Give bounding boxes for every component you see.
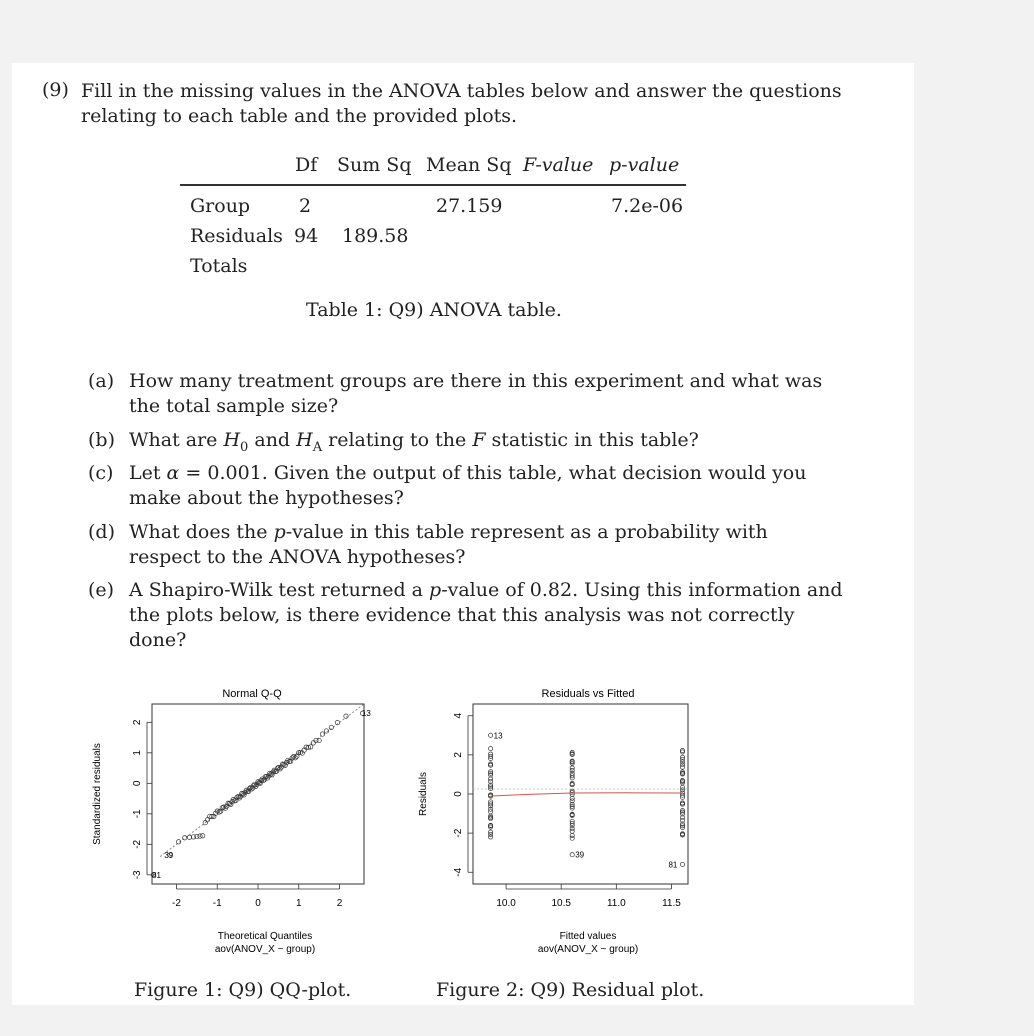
row-label-residuals: Residuals	[190, 225, 283, 247]
resid-outlier-point	[489, 733, 493, 737]
qq-point-label: 81	[152, 870, 162, 880]
qq-point	[317, 738, 321, 742]
qq-x-label: Theoretical Quantiles	[217, 931, 313, 942]
resid-y-tick-label: 2	[453, 752, 464, 758]
header-mean-sq: Mean Sq	[426, 154, 512, 176]
resid-point	[489, 810, 493, 814]
resid-sublabel: aov(ANOV_X ~ group)	[537, 944, 639, 955]
qq-point	[344, 714, 348, 718]
qq-point-label: 13	[361, 709, 371, 719]
qq-plot	[78, 680, 398, 960]
qq-x-tick-label: 0	[255, 898, 261, 909]
qq-point	[283, 763, 287, 767]
residual-plot	[398, 680, 718, 960]
resid-point	[680, 788, 684, 792]
header-df: Df	[295, 154, 318, 176]
qq-sublabel: aov(ANOV_X ~ group)	[214, 944, 316, 955]
resid-outlier-point	[680, 862, 684, 866]
resid-y-tick-label: -4	[453, 867, 464, 877]
row-label-totals: Totals	[190, 255, 248, 277]
resid-x-tick-label: 11.5	[662, 898, 681, 909]
resid-point-label: 13	[493, 731, 503, 741]
qq-x-tick-label: -2	[172, 898, 181, 909]
item-label-c: (c)	[88, 462, 114, 484]
qq-x-axis	[172, 884, 343, 909]
qq-point-label: 39	[164, 851, 174, 861]
question-item-a	[88, 369, 858, 419]
cell-group-df: 2	[299, 195, 312, 217]
qq-point	[183, 836, 187, 840]
cell-residuals-sum-sq: 189.58	[342, 225, 409, 247]
figure2-caption: Figure 2: Q9) Residual plot.	[436, 979, 705, 1001]
resid-point	[570, 833, 574, 837]
resid-point-label: 39	[575, 850, 585, 860]
item-label-a: (a)	[88, 370, 115, 392]
qq-y-tick-label: -1	[132, 809, 143, 819]
qq-point	[201, 834, 205, 838]
header-f-value: F-value	[523, 154, 594, 176]
cell-group-mean-sq: 27.159	[436, 195, 503, 217]
qq-plot-box	[152, 704, 364, 884]
resid-smooth-line	[491, 793, 683, 796]
question-item-e	[88, 578, 858, 651]
qq-point	[229, 802, 233, 806]
qq-x-tick-label: 1	[295, 898, 302, 909]
resid-outlier-point	[570, 853, 574, 857]
row-label-group: Group	[190, 195, 251, 217]
question-number: (9)	[42, 79, 69, 101]
exam-page	[12, 63, 914, 1005]
qq-title: Normal Q-Q	[222, 688, 282, 700]
item-label-d: (d)	[88, 521, 115, 543]
item-label-e: (e)	[88, 579, 115, 601]
figure1-caption: Figure 1: Q9) QQ-plot.	[134, 979, 352, 1001]
question-item-c	[88, 461, 858, 511]
qq-y-tick-label: 1	[132, 750, 143, 756]
resid-x-tick-label: 10.0	[496, 898, 516, 909]
header-sum-sq: Sum Sq	[337, 154, 412, 176]
resid-y-tick-label: 0	[453, 791, 464, 797]
qq-x-tick-label: -1	[212, 898, 222, 909]
table-caption: Table 1: Q9) ANOVA table.	[306, 299, 562, 321]
qq-x-tick-label: 2	[336, 898, 343, 909]
resid-point-label: 81	[668, 860, 678, 870]
qq-y-axis	[132, 719, 152, 879]
resid-x-label: Fitted values	[559, 931, 617, 942]
cell-residuals-df: 94	[294, 225, 319, 247]
resid-point	[489, 747, 493, 751]
question-item-d	[88, 520, 858, 570]
item-text-e: A Shapiro-Wilk test returned a p-value of 0.82. Using this information and the plots below, is there evidence that this analysis was not correctly done?	[129, 579, 843, 651]
resid-title: Residuals vs Fitted	[541, 688, 635, 700]
resid-points	[489, 733, 685, 866]
resid-y-axis	[453, 713, 473, 877]
cell-group-p-value: 7.2e-06	[611, 195, 684, 217]
resid-y-tick-label: 4	[453, 712, 464, 719]
qq-y-tick-label: -2	[132, 839, 143, 849]
qq-points	[151, 711, 365, 877]
resid-point	[570, 829, 574, 833]
header-p-value: p-value	[609, 154, 680, 176]
item-text-a: How many treatment groups are there in this experiment and what was the total sample size?	[129, 370, 823, 417]
resid-y-label: Residuals	[418, 772, 429, 816]
qq-y-tick-label: -3	[132, 870, 143, 880]
item-label-b: (b)	[88, 429, 115, 451]
qq-y-tick-label: 2	[132, 719, 143, 726]
qq-y-label: Standardized residuals	[92, 743, 103, 845]
question-item-b	[88, 428, 858, 453]
resid-y-tick-label: -2	[453, 828, 464, 838]
item-text-c: Let α = 0.001. Given the output of this table, what decision would you make about the hypotheses?	[129, 462, 807, 509]
qq-y-tick-label: 0	[132, 780, 143, 787]
item-text-b: What are $H_0$ and $H_A$ relating to the F statistic in this table?	[129, 429, 699, 455]
table-rule	[180, 184, 686, 186]
question-intro: Fill in the missing values in the ANOVA tables below and answer the questions relating to each table and the provided plots.	[81, 80, 842, 127]
resid-x-tick-label: 11.0	[606, 898, 626, 909]
resid-x-tick-label: 10.5	[551, 898, 571, 909]
resid-point	[570, 768, 574, 772]
item-text-d: What does the p-value in this table represent as a probability with respect to the ANOVA hypotheses?	[129, 521, 768, 568]
resid-x-axis	[496, 884, 681, 909]
